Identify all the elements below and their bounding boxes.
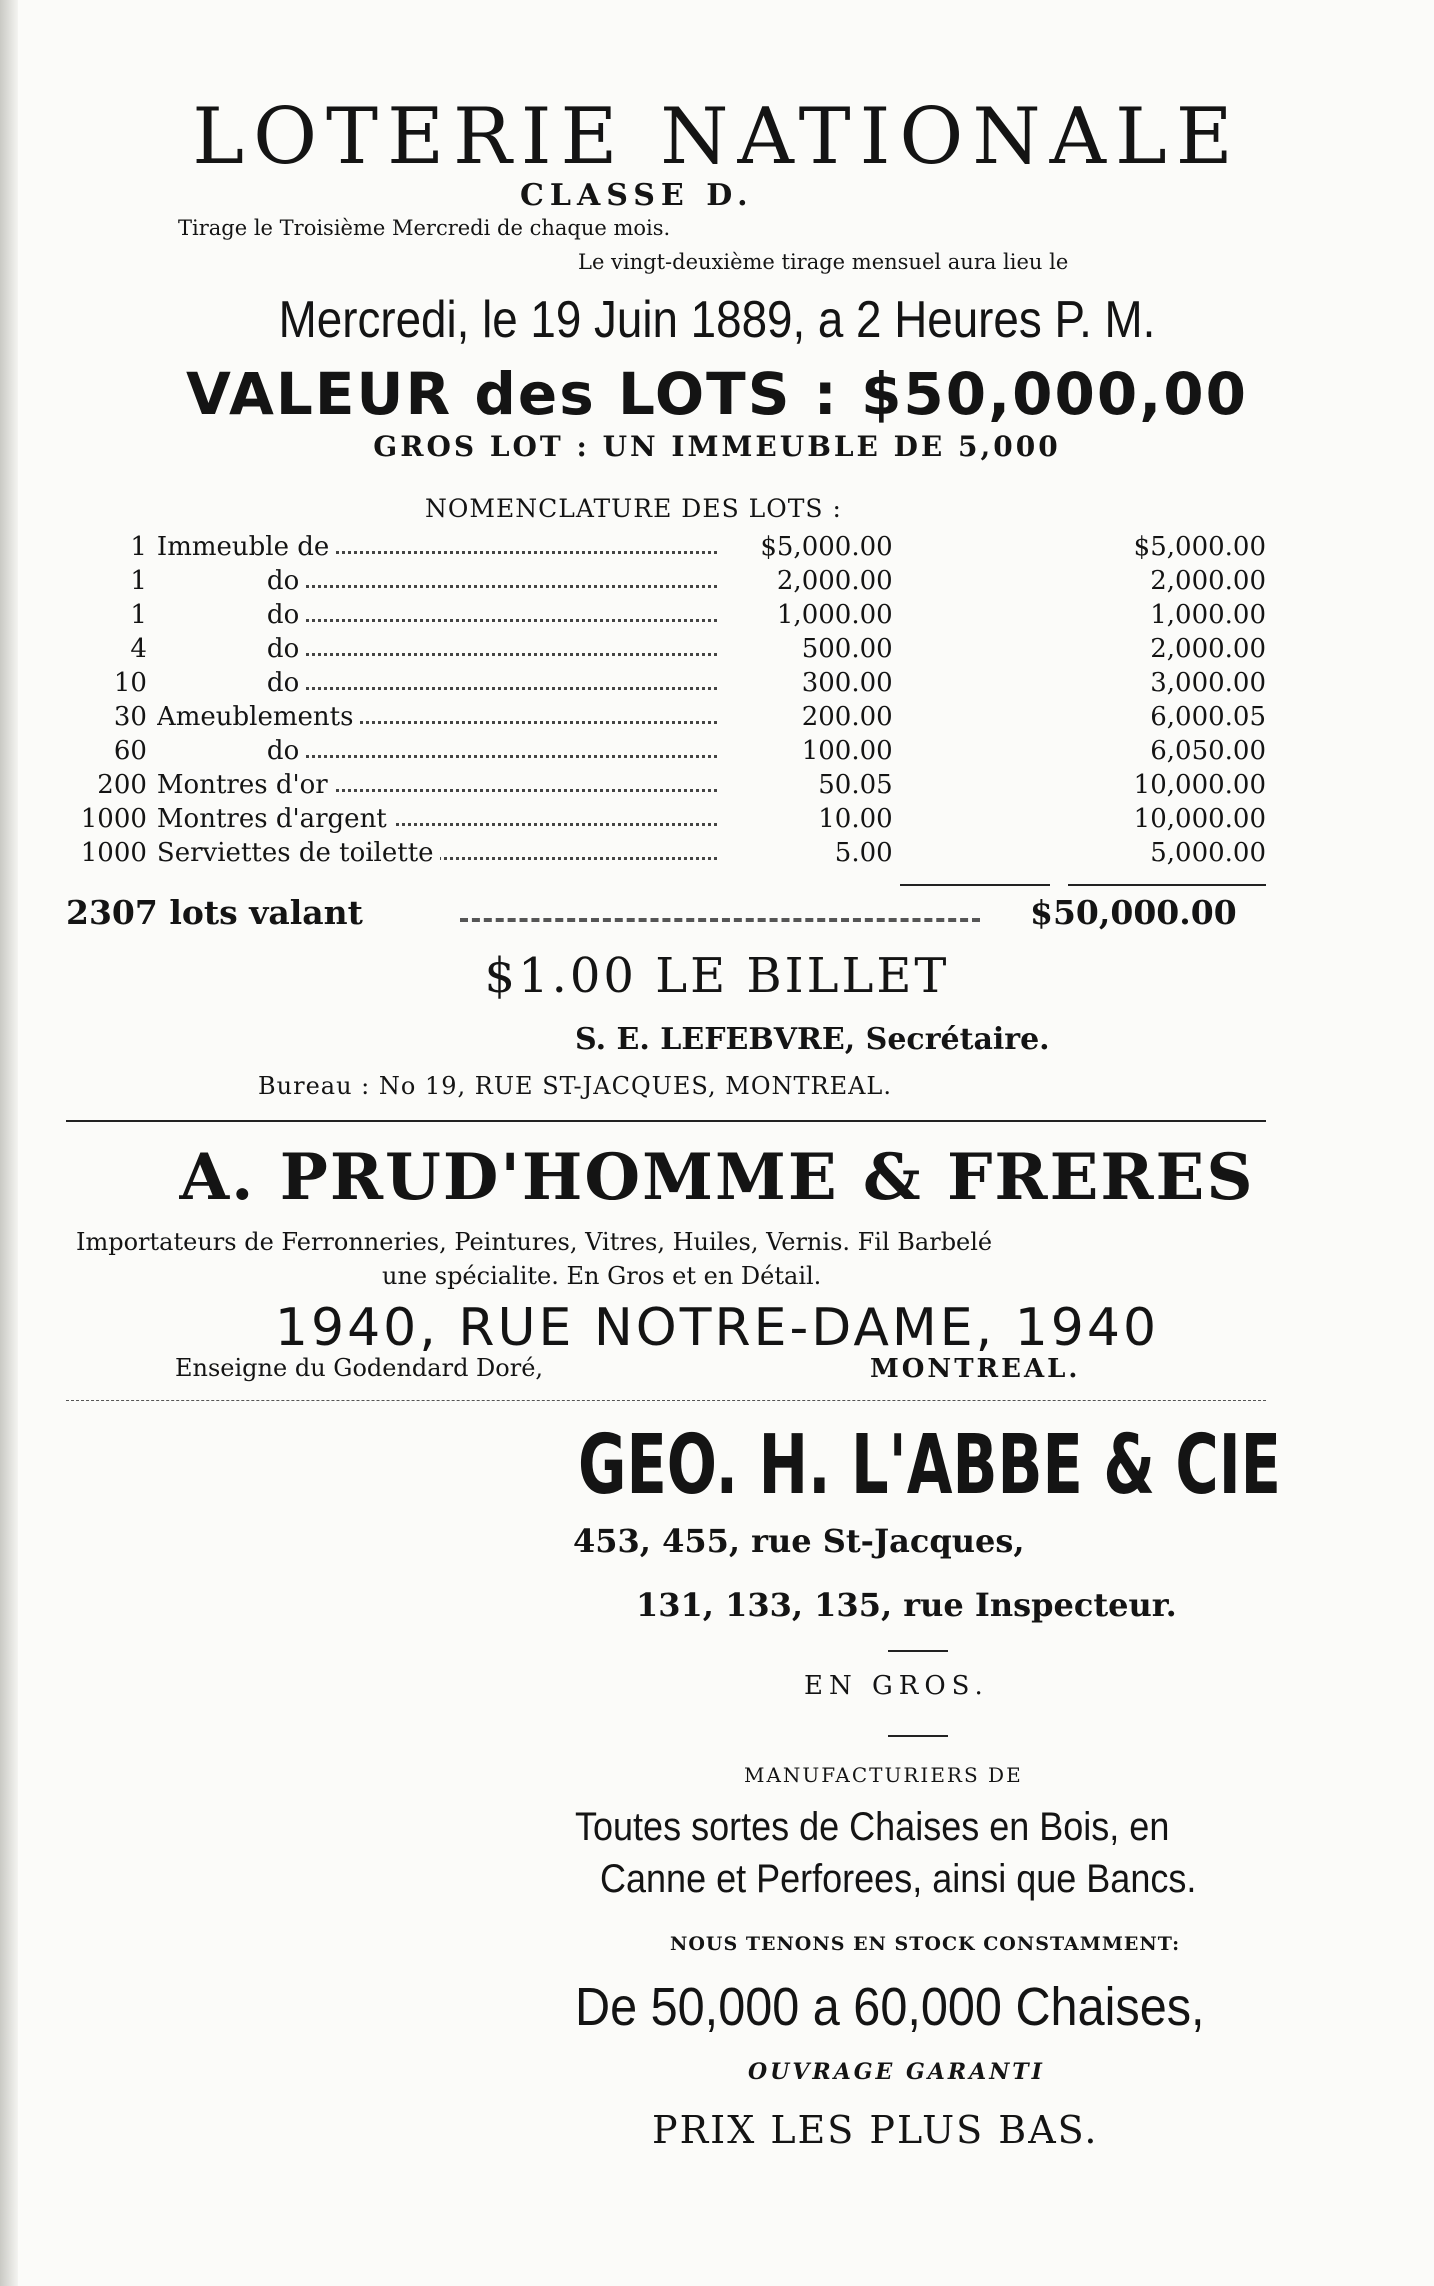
prudhomme-address: 1940, RUE NOTRE-DAME, 1940: [274, 1298, 1160, 1358]
loterie-title: LOTERIE NATIONALE: [192, 92, 1242, 182]
loterie-gros-lot: GROS LOT : UN IMMEUBLE DE 5,000: [373, 430, 1061, 463]
lot-price: 10.00: [818, 804, 893, 834]
total-value: $50,000.00: [1030, 893, 1237, 932]
lot-total: 10,000.00: [1133, 804, 1266, 834]
short-rule: [888, 1650, 948, 1652]
lot-row: [78, 596, 1272, 630]
labbe-address-1: 453, 455, rue St-Jacques,: [573, 1522, 1025, 1560]
lot-price: 200.00: [801, 702, 893, 732]
labbe-canne: Canne et Perforees, ainsi que Bancs.: [600, 1857, 1197, 1901]
labbe-manufacturiers: MANUFACTURIERS DE: [744, 1763, 1023, 1787]
lot-total: 2,000.00: [1150, 566, 1266, 596]
loterie-classe: CLASSE D.: [520, 178, 754, 213]
lot-price: 5.00: [834, 838, 893, 868]
lot-row: [78, 800, 1272, 834]
lot-row: [78, 732, 1272, 766]
lot-desc: Montres d'or: [157, 766, 717, 800]
subtotal-rule: [1068, 884, 1266, 886]
total-label: 2307 lots valant: [66, 893, 363, 932]
lot-row: [78, 834, 1272, 868]
lot-desc: do: [157, 664, 717, 698]
lot-row: [78, 664, 1272, 698]
lot-total: 5,000.00: [1150, 838, 1266, 868]
secretaire: S. E. LEFEBVRE, Secrétaire.: [575, 1022, 1050, 1057]
lot-row: [78, 562, 1272, 596]
lot-total: 6,050.00: [1150, 736, 1266, 766]
labbe-address-2: 131, 133, 135, rue Inspecteur.: [636, 1586, 1177, 1624]
lot-row: [78, 630, 1272, 664]
loterie-valeur: VALEUR des LOTS : $50,000,00: [186, 360, 1248, 428]
lot-qty: 1000: [80, 804, 147, 834]
lot-price: 1,000.00: [776, 600, 893, 630]
labbe-toutes: Toutes sortes de Chaises en Bois, en: [575, 1805, 1170, 1849]
loterie-date: Mercredi, le 19 Juin 1889, a 2 Heures P. M.: [278, 291, 1156, 349]
labbe-nous: NOUS TENONS EN STOCK CONSTAMMENT:: [670, 1933, 1181, 1955]
lot-desc: Serviettes de toilette: [157, 834, 717, 868]
section-divider: [66, 1120, 1266, 1122]
lot-qty: 1: [130, 566, 147, 596]
lot-desc: Montres d'argent: [157, 800, 717, 834]
lot-qty: 4: [130, 634, 147, 664]
lot-price: 100.00: [801, 736, 893, 766]
total-dash-leader: [460, 918, 980, 922]
labbe-en-gros: EN GROS.: [804, 1671, 989, 1701]
lot-desc: Immeuble de: [157, 528, 717, 562]
labbe-ouvrage: OUVRAGE GARANTI: [748, 2059, 1045, 2085]
labbe-name: GEO. H. L'ABBE & CIE: [578, 1418, 1282, 1513]
lot-desc: do: [157, 732, 717, 766]
loterie-tirage: Tirage le Troisième Mercredi de chaque mois.: [178, 216, 671, 240]
loterie-vingt: Le vingt-deuxième tirage mensuel aura lieu le: [578, 250, 1069, 274]
lot-row: [78, 766, 1272, 800]
lot-price: 2,000.00: [776, 566, 893, 596]
loterie-nomenclature: NOMENCLATURE DES LOTS :: [425, 494, 842, 523]
lot-price: 50.05: [818, 770, 893, 800]
lot-qty: 1000: [80, 838, 147, 868]
section-divider: [66, 1400, 1266, 1401]
lot-price: 500.00: [801, 634, 893, 664]
short-rule: [888, 1735, 948, 1737]
labbe-prix: PRIX LES PLUS BAS.: [652, 2108, 1099, 2152]
lot-total: 6,000.05: [1150, 702, 1266, 732]
lot-qty: 200: [97, 770, 147, 800]
lot-total: 3,000.00: [1150, 668, 1266, 698]
lots-table: [78, 528, 1272, 868]
lot-total: 1,000.00: [1150, 600, 1266, 630]
lot-desc: Ameublements: [157, 698, 717, 732]
lot-row: [78, 698, 1272, 732]
prudhomme-line1: Importateurs de Ferronneries, Peintures, Vitres, Huiles, Vernis. Fil Barbelé: [76, 1228, 993, 1256]
lot-qty: 10: [113, 668, 147, 698]
lot-row: [78, 528, 1272, 562]
lot-qty: 1: [130, 600, 147, 630]
subtotal-rule: [900, 884, 1050, 886]
lot-desc: do: [157, 596, 717, 630]
lot-desc: do: [157, 630, 717, 664]
lot-qty: 1: [130, 532, 147, 562]
labbe-chaises: De 50,000 a 60,000 Chaises,: [575, 1977, 1205, 2037]
prudhomme-city: MONTREAL.: [870, 1354, 1081, 1384]
bureau-address: Bureau : No 19, RUE ST-JACQUES, MONTREAL.: [258, 1072, 892, 1100]
lot-total: 2,000.00: [1150, 634, 1266, 664]
prudhomme-name: A. PRUD'HOMME & FRERES: [179, 1140, 1255, 1215]
lot-desc: do: [157, 562, 717, 596]
prudhomme-line2: une spécialite. En Gros et en Détail.: [382, 1262, 822, 1290]
lot-total: $5,000.00: [1133, 532, 1266, 562]
lot-price: 300.00: [801, 668, 893, 698]
prudhomme-enseigne: Enseigne du Godendard Doré,: [175, 1354, 544, 1382]
lot-qty: 30: [113, 702, 147, 732]
billet-price: $1.00 LE BILLET: [484, 948, 950, 1004]
lot-price: $5,000.00: [760, 532, 893, 562]
lot-qty: 60: [113, 736, 147, 766]
lot-total: 10,000.00: [1133, 770, 1266, 800]
